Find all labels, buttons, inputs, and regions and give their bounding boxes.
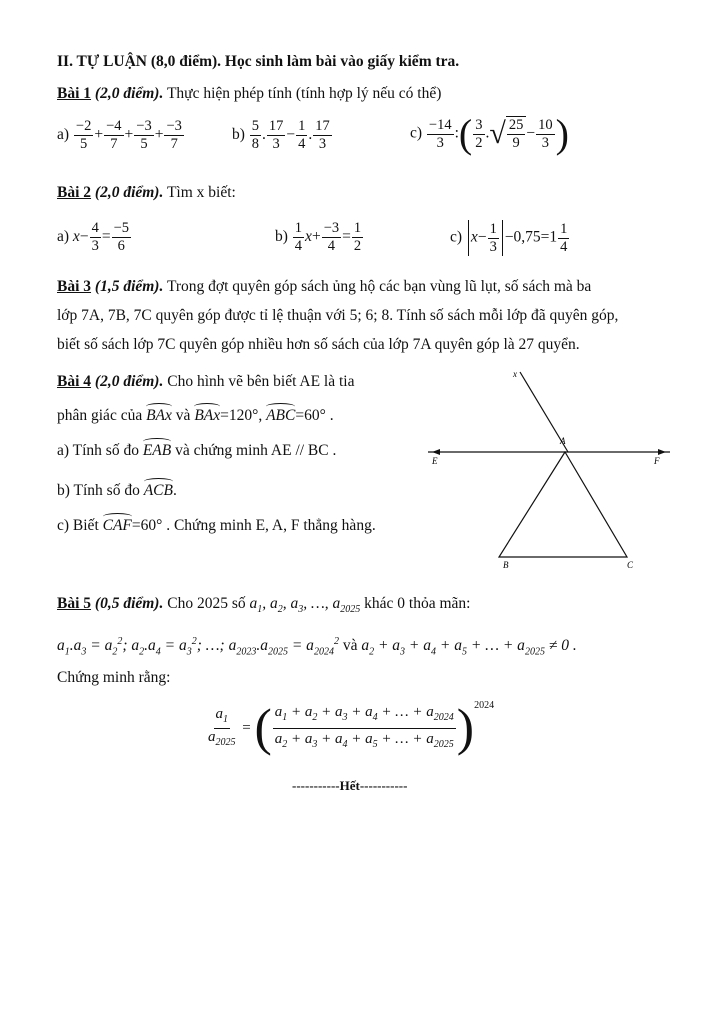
problem-3-line-2: lớp 7A, 7B, 7C quyên góp được tỉ lệ thuận với 5; 6; 8. Tính số sách mỗi lớp đã quyên góp, [57,307,619,324]
problem-5-heading: Bài 5 (0,5 điểm). Cho 2025 số $a_1$, $a_2$, $a_3$, …, $a_{2025}$ khác 0 thỏa mãn: [57,595,471,616]
text: a) Tính số đo [57,442,143,459]
problem-5-label: Bài 5 [57,595,92,612]
part-label: a) [57,228,70,246]
problem-1-points: (2,0 điểm). [91,85,164,102]
problem-1a: a) $\frac{-2}{5}$ + $\frac{-4}{7}$ + $\frac{-3}{5}$ + $\frac{-3}{7}$ [57,118,182,152]
label-x: x [513,369,517,379]
arrow-e [432,449,440,455]
text: =120°, [220,407,267,424]
text: =60° . Chứng minh E, A, F thẳng hàng. [131,517,376,534]
part-label: b) [232,126,245,144]
problem-1-label: Bài 1 [57,85,92,102]
text: và chứng minh AE // BC . [171,442,337,459]
problem-4c [57,516,376,536]
problem-5-condition: $a_1.a_3 = a_2^2$; $a_2.a_4 = a_3^2$; …; $a_{2023}.a_{2025} = a_{2024}^2$ và $a_2 + a_3 + a_4 + a_5$ + … + $a_{2025} \ne 0$ . [57,636,577,658]
and-word: và [342,637,358,655]
part-label: a) [57,126,70,144]
angle-bax: BAx [146,407,172,424]
problem-2-points: (2,0 điểm). [91,184,164,201]
angle-acb: ACB [143,482,173,499]
problem-5-equation: $\frac{a_1}{a_{2025}}$ = ( $\frac{a_1 + a_2 + a_3 + a_4 + \dots + a_{2024}}{a_2 + a_3 + a_4 + a_5 + \dots + a_{2025}}$ )$^{2024}$ [208,699,495,757]
label-f: F [654,456,660,466]
problem-3-text: Trong đợt quyên góp sách ủng hộ các bạn vùng lũ lụt, số sách mà ba [163,278,592,295]
problem-4-line-2 [57,406,334,426]
label-a: A [560,436,566,446]
problem-1b: b) $\frac{5}{8}$ . $\frac{17}{3}$ − $\frac{1}{4}$ . $\frac{17}{3}$ [232,118,330,152]
end-mark: -----------Hết----------- [292,778,408,793]
text: . [172,482,177,499]
problem-2b: b) $\frac{1}{4}$ x+ $\frac{-3}{4}$ = $\frac{1}{2}$ [275,220,362,254]
problem-1-heading [57,84,441,104]
angle-bax-2: BAx [194,407,221,424]
triangle-abc [499,452,627,557]
problem-4-points: (2,0 điểm). [91,373,164,390]
problem-2-label: Bài 2 [57,184,92,201]
problem-3-points: (1,5 điểm). [91,278,164,295]
part-label: c) [410,124,423,142]
angle-abc: ABC [266,407,296,424]
problem-1c: c) $\frac{-14}{3}$ :( $\frac{3}{2}$ . √ $\frac{25}{9}$ − $\frac{10}{3}$ ) [410,111,569,156]
problem-4a [57,441,336,461]
problem-4-line-1 [57,372,355,392]
problem-3-label: Bài 3 [57,278,92,295]
problem-2c: c) x− $\frac{1}{3}$ −0,75=1 $\frac{1}{4}$ [450,220,568,255]
problem-2-heading [57,183,236,203]
angle-eab: EAB [142,442,172,459]
text: khác 0 thỏa mãn: [360,595,471,612]
text: b) Tính số đo [57,482,144,499]
text: =60° . [295,407,334,424]
problem-2a: a) x− $\frac{4}{3}$ = $\frac{-5}{6}$ [57,220,129,254]
problem-1-text: Thực hiện phép tính (tính hợp lý nếu có thể) [163,85,442,102]
text: phân giác của [57,407,147,424]
problem-5-points: (0,5 điểm). [91,595,164,612]
problem-2-text: Tìm x biết: [163,184,236,201]
text: c) Biết [57,517,103,534]
problem-5-prove: Chứng minh rằng: [57,669,171,686]
arrow-f [658,449,666,455]
label-b: B [503,560,509,570]
geometry-figure [420,360,680,575]
part-label: c) [450,228,463,246]
label-c: C [627,560,634,570]
problem-3-line-3: biết số sách lớp 7C quyên góp nhiều hơn số sách của lớp 7A quyên góp là 27 quyển. [57,336,580,353]
problem-3-line-1 [57,277,591,297]
section-title: II. TỰ LUẬN (8,0 điểm). Học sinh làm bài vào giấy kiểm tra. [57,53,460,70]
text: và [171,407,195,424]
problem-4-text: Cho hình vẽ bên biết AE là tia [163,373,355,390]
label-e: E [432,456,438,466]
part-label: b) [275,228,288,246]
text: Cho 2025 số [163,595,250,612]
problem-4-label: Bài 4 [57,373,92,390]
problem-4b [57,481,177,501]
angle-caf: CAF [102,517,132,534]
